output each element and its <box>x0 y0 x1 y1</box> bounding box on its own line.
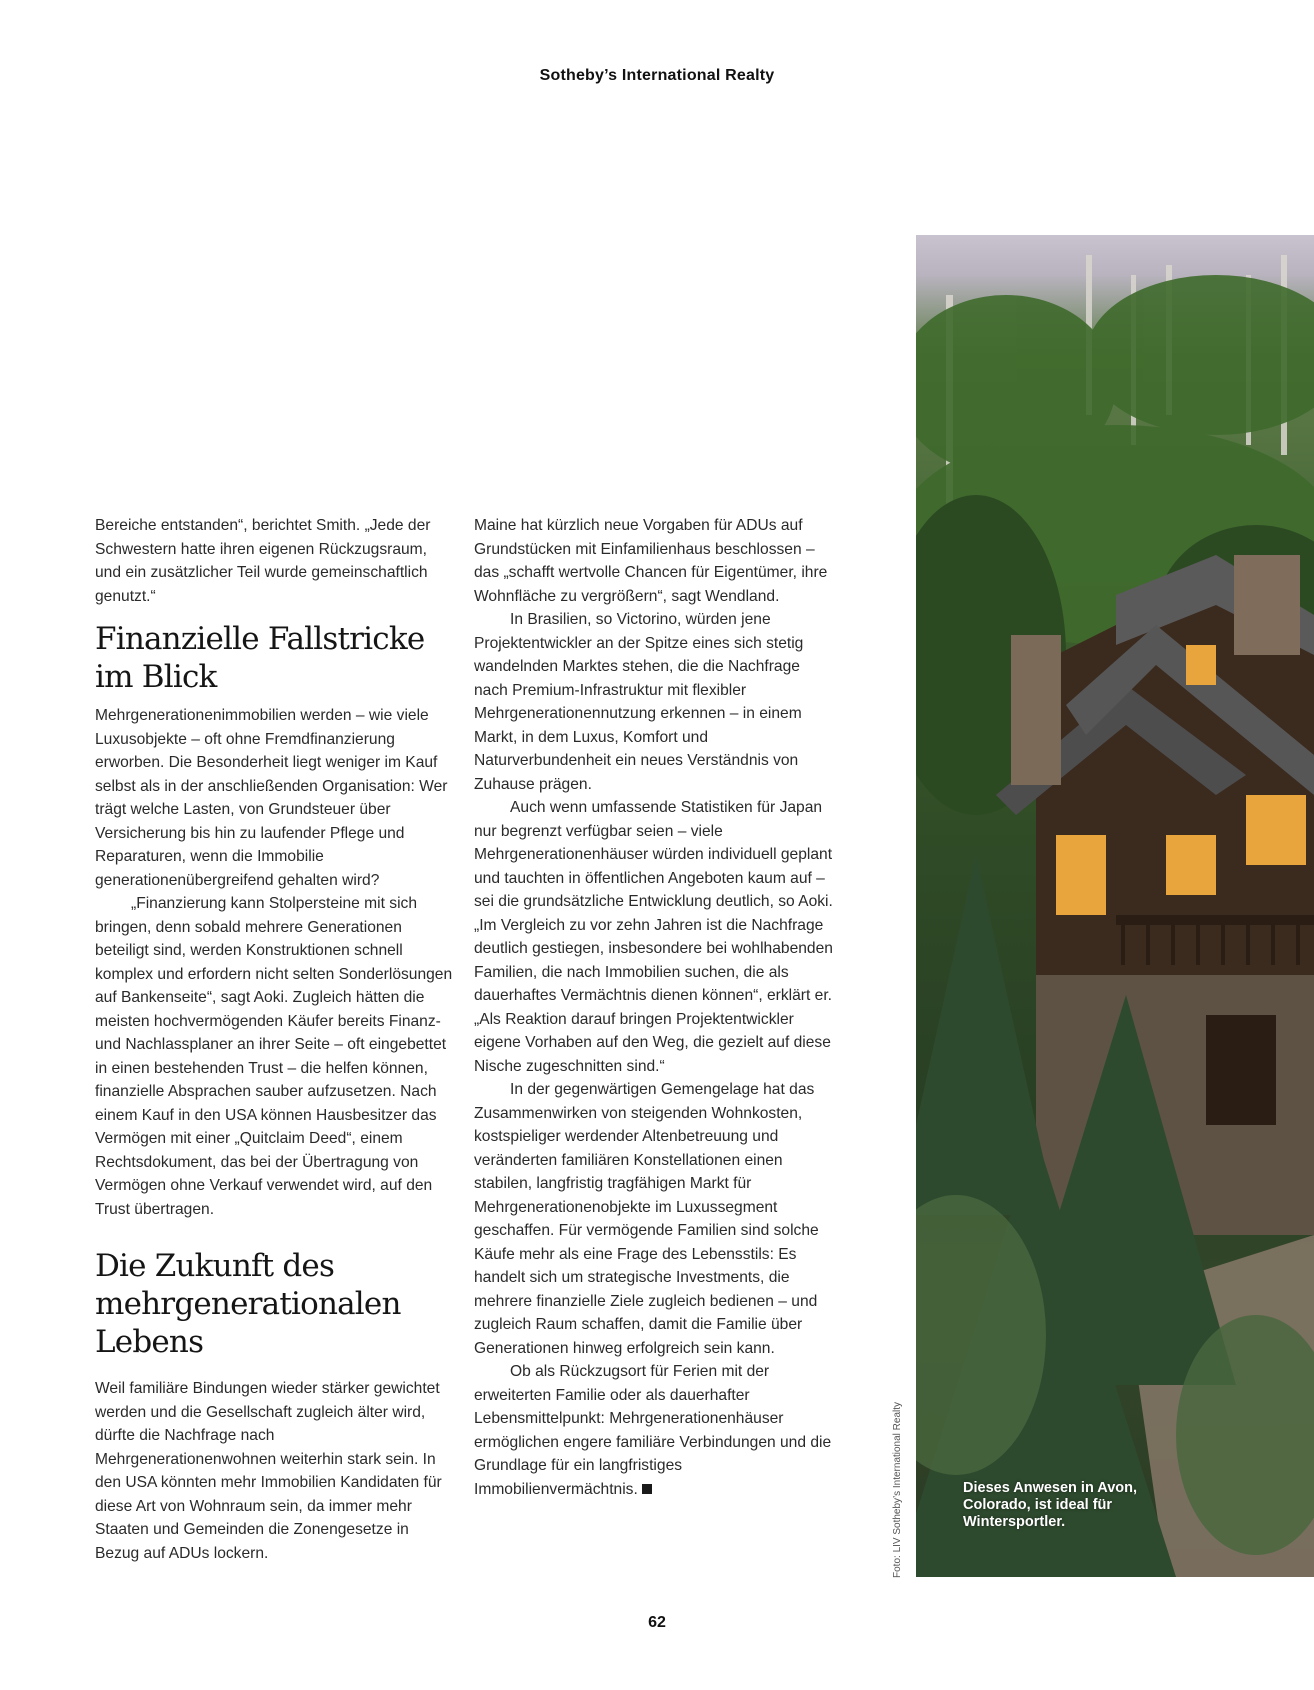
paragraph-demand-outlook: Weil familiäre Bindungen wieder stärker gewichtet werden und die Gesellschaft zugleich älter wird, dürfte die Nachfrage nach Mehrgenerationenwohnen weiterhin stark sein. In den USA könnten mehr Immobilien Kandidaten für diese Art von Wohnraum sein, da immer mehr Staaten und Gemeinden die Zonengesetze in Bezug auf ADUs lockern. <box>95 1380 442 1562</box>
heading-line: Finanzielle Fallstricke <box>95 621 425 657</box>
house-photo-illustration <box>916 235 1314 1577</box>
heading-financial-pitfalls <box>95 620 455 696</box>
paragraph-market: In der gegenwärtigen Gemengelage hat das Zusammenwirken von steigenden Wohnkosten, kostspieliger werdender Altenbetreuung und veränderten familiären Konstellationen einen stabilen, langfristig tragfähigen Markt für Mehrgenerationenobjekte im Luxussegment geschaffen. Für vermögende Familien sind solche Käufe mehr als eine Frage des Lebensstils: Es handelt sich um strategische Investments, die mehrere finanzielle Ziele zugleich bedienen – und zugleich Raum schaffen, damit die Familie über Generationen hinweg erfolgreich sein kann. <box>474 1081 819 1357</box>
heading-future-living <box>95 1247 455 1361</box>
paragraph-brazil: In Brasilien, so Victorino, würden jene Projektentwickler an der Spitze eines sich stetig wandelnden Marktes stehen, die die Nachfrage nach Premium-Infrastruktur mit flexibler Mehrgenerationennutzung erkennen – in einem Markt, in dem Luxus, Komfort und Naturverbundenheit ein neues Verständnis von Zuhause prägen. <box>474 611 804 793</box>
page-number: 62 <box>648 1614 666 1631</box>
photo-credit: Foto: LIV Sotheby’s International Realty <box>892 1401 903 1578</box>
running-head: Sotheby’s International Realty <box>539 67 775 84</box>
paragraph-conclusion <box>474 1360 836 1501</box>
heading-line: mehrgenerationalen <box>95 1286 401 1322</box>
heading-line: im Blick <box>95 659 217 695</box>
paragraph-intro: Bereiche entstanden“, berichtet Smith. „Jede der Schwestern hatte ihren eigenen Rückzugsraum, und ein zusätzlicher Teil wurde gemeinschaftlich genutzt.“ <box>95 517 431 605</box>
paragraph-japan: Auch wenn umfassende Statistiken für Japan nur begrenzt verfügbar seien – viele Mehrgenerationenhäuser würden individuell geplant und tauchten in öffentlichen Angeboten kaum auf – sei die grundsätzliche Entwicklung deutlich, so Aoki. „Im Vergleich zu vor zehn Jahren ist die Nachfrage deutlich gestiegen, insbesondere bei wohlhabenden Familien, die nach Immobilien suchen, die als dauerhaftes Vermächtnis dienen können“, erklärt er. „Als Reaktion darauf bringen Projektentwickler eigene Vorhaben auf den Weg, die gezielt auf diese Nische zugeschnitten sind.“ <box>474 799 833 1075</box>
photo-caption: Dieses Anwesen in Avon, Colorado, ist ideal für Wintersportler. <box>963 1480 1138 1530</box>
end-mark-icon <box>642 1484 652 1494</box>
house-photo <box>916 235 1314 1577</box>
conclusion-text: Ob als Rückzugsort für Ferien mit der erweiterten Familie oder als dauerhafter Lebensmittelpunkt: Mehrgenerationenhäuser ermöglichen engere familiäre Verbindungen und die Grundlage für ein langfristiges Immobilienvermächtnis. <box>474 1363 832 1498</box>
left-column <box>95 514 455 1565</box>
heading-line: Die Zukunft des <box>95 1248 335 1284</box>
paragraph-aoki-quote: „Finanzierung kann Stolpersteine mit sich bringen, denn sobald mehrere Generationen beteiligt sind, werden Konstruktionen schnell komplex und erfordern nicht selten Sonderlösungen auf Bankenseite“, sagt Aoki. Zugleich hätten die meisten hochvermögenden Käufer bereits Finanz- und Nachlassplaner an ihrer Seite – oft eingebettet in einen bestehenden Trust – die helfen können, finanzielle Absprachen sauber aufzusetzen. Nach einem Kauf in den USA können Hausbesitzer das Vermögen mit einer „Quitclaim Deed“, einem Rechtsdokument, das bei der Übertragung von Vermögen ohne Verkauf verwendet wird, auf den Trust übertragen. <box>95 895 453 1218</box>
paragraph-maine: Maine hat kürzlich neue Vorgaben für ADUs auf Grundstücken mit Einfamilienhaus beschlossen – das „schafft wertvolle Chancen für Eigentümer, ihre Wohnfläche zu vergrößern“, sagt Wendland. <box>474 517 828 605</box>
paragraph-financing: Mehrgenerationenimmobilien werden – wie viele Luxusobjekte – oft ohne Fremdfinanzierung erworben. Die Besonderheit liegt weniger im Kauf selbst als in der anschließenden Organisation: Wer trägt welche Lasten, von Grundsteuer über Versicherung bis hin zu laufender Pflege und Reparaturen, wenn die Immobilie generationenübergreifend gehalten wird? <box>95 707 448 889</box>
middle-column <box>474 514 836 1501</box>
heading-line: Lebens <box>95 1324 204 1360</box>
